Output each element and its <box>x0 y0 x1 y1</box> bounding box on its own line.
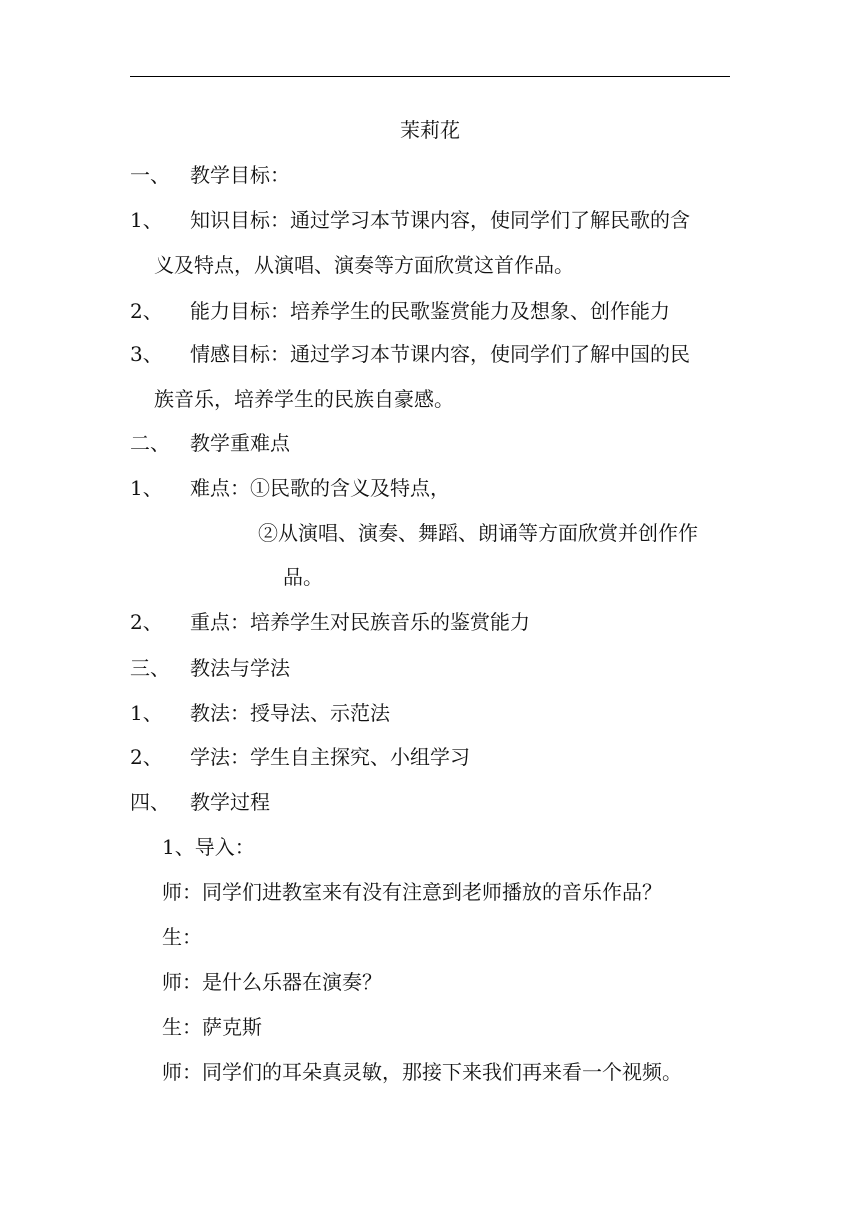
item-text: 师：是什么乐器在演奏？ <box>162 970 382 994</box>
item-number: 1、 <box>130 208 163 232</box>
item-text: 难点：①民歌的含义及特点， <box>190 476 450 500</box>
item-text: 教法：授导法、示范法 <box>190 701 390 725</box>
item-number: 1、 <box>130 476 163 500</box>
item-text: 生：萨克斯 <box>162 1015 262 1039</box>
item-number: 四、 <box>130 790 170 814</box>
item-text: ②从演唱、演奏、舞蹈、朗诵等方面欣赏并创作作 <box>258 521 698 545</box>
item-number: 2、 <box>130 745 163 769</box>
item-number: 三、 <box>130 656 170 680</box>
item-text: 知识目标：通过学习本节课内容，使同学们了解民歌的含 <box>190 208 690 232</box>
item-number: 1、 <box>130 701 163 725</box>
item-text: 情感目标：通过学习本节课内容，使同学们了解中国的民 <box>190 342 690 366</box>
item-text: 重点：培养学生对民族音乐的鉴赏能力 <box>190 610 530 634</box>
item-number: 2、 <box>130 299 163 323</box>
item-number: 一、 <box>130 163 170 187</box>
item-text: 学法：学生自主探究、小组学习 <box>190 745 470 769</box>
item-number: 2、 <box>130 610 163 634</box>
item-text: 教法与学法 <box>190 656 290 680</box>
item-text: 生： <box>162 925 202 949</box>
item-text: 品。 <box>283 565 323 589</box>
item-text: 教学重难点 <box>190 431 290 455</box>
item-text: 义及特点，从演唱、演奏等方面欣赏这首作品。 <box>154 253 574 277</box>
item-text: 教学目标： <box>190 163 290 187</box>
item-text: 师：同学们的耳朵真灵敏，那接下来我们再来看一个视频。 <box>162 1060 682 1084</box>
item-text: 师：同学们进教室来有没有注意到老师播放的音乐作品？ <box>162 880 662 904</box>
header-rule <box>130 76 730 77</box>
item-number: 二、 <box>130 431 170 455</box>
item-number: 3、 <box>130 342 163 366</box>
document-title: 茉莉花 <box>400 118 460 142</box>
item-text: 1、导入： <box>162 835 255 859</box>
item-text: 族音乐，培养学生的民族自豪感。 <box>154 387 454 411</box>
item-text: 教学过程 <box>190 790 270 814</box>
item-text: 能力目标：培养学生的民歌鉴赏能力及想象、创作能力 <box>190 299 670 323</box>
